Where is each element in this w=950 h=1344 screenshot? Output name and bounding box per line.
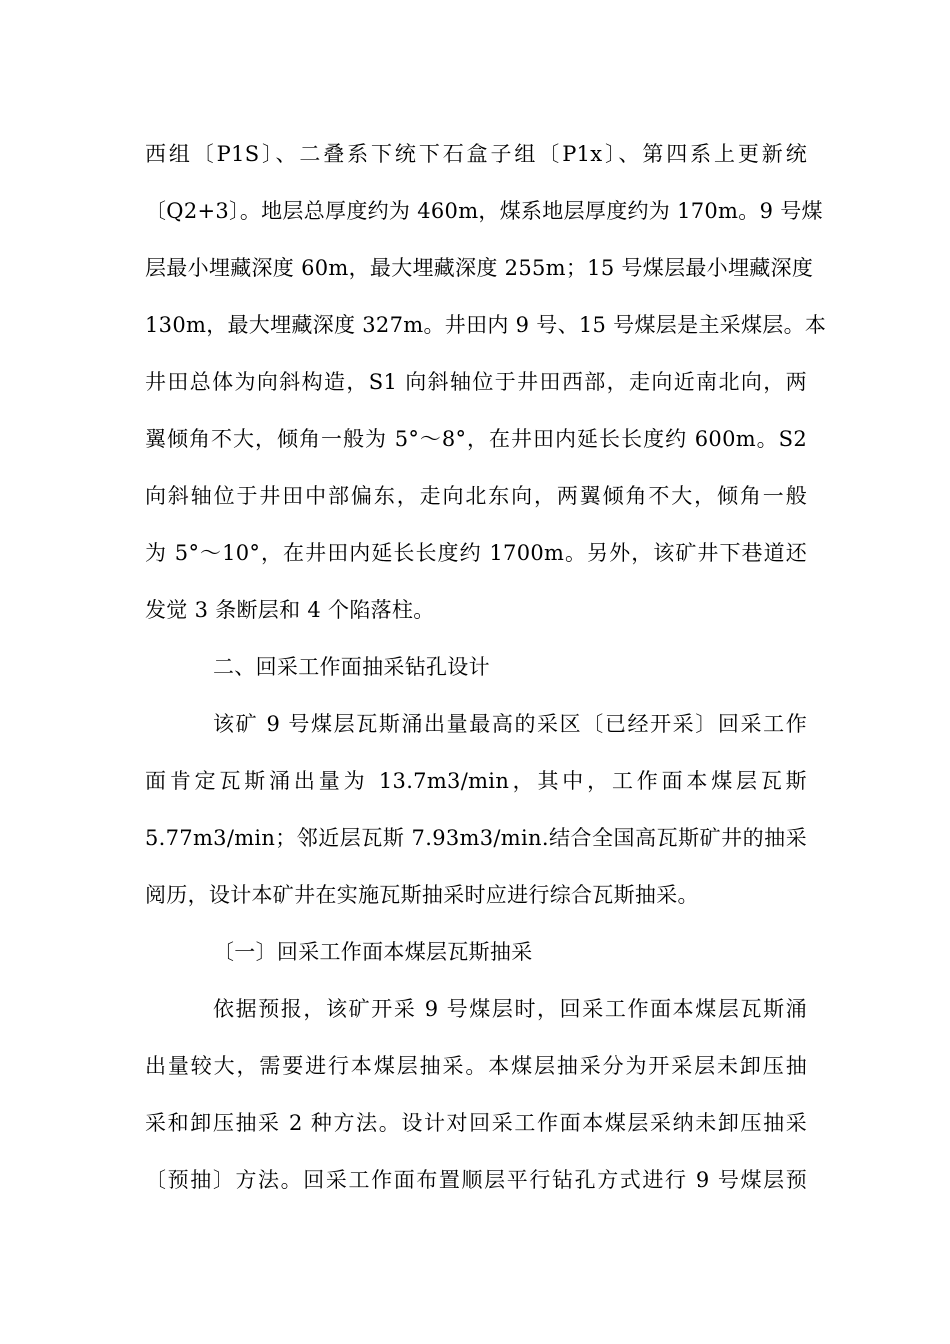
text-line-1: 西组〔P1S〕、二叠系下统下石盒子组〔P1x〕、第四系上更新统 bbox=[145, 142, 807, 166]
text-line-12: 面肯定瓦斯涌出量为 13.7m3/min，其中，工作面本煤层瓦斯 bbox=[145, 769, 807, 793]
text-line-5: 井田总体为向斜构造，S1 向斜轴位于井田西部，走向近南北向，两 bbox=[145, 370, 807, 394]
text-line-8: 为 5°～10°，在井田内延长长度约 1700m。另外，该矿井下巷道还 bbox=[145, 541, 807, 565]
text-line-2: 〔Q2+3〕。地层总厚度约为 460m，煤系地层厚度约为 170m。9 号煤 bbox=[145, 199, 823, 223]
text-line-4: 130m，最大埋藏深度 327m。井田内 9 号、15 号煤层是主采煤层。本 bbox=[145, 313, 827, 337]
text-line-6: 翼倾角不大，倾角一般为 5°～8°，在井田内延长长度约 600m。S2 bbox=[145, 427, 807, 451]
text-line-11: 该矿 9 号煤层瓦斯涌出量最高的采区〔已经开采〕回采工作 bbox=[213, 712, 807, 736]
text-line-19: 〔预抽〕方法。回采工作面布置顺层平行钻孔方式进行 9 号煤层预 bbox=[145, 1168, 807, 1192]
text-line-9: 发觉 3 条断层和 4 个陷落柱。 bbox=[145, 598, 435, 622]
subsection-heading-1: 〔一〕回采工作面本煤层瓦斯抽采 bbox=[213, 940, 533, 964]
text-line-7: 向斜轴位于井田中部偏东，走向北东向，两翼倾角不大，倾角一般 bbox=[145, 484, 807, 508]
text-line-13: 5.77m3/min；邻近层瓦斯 7.93m3/min.结合全国高瓦斯矿井的抽采 bbox=[145, 826, 807, 850]
text-line-18: 采和卸压抽采 2 种方法。设计对回采工作面本煤层采纳未卸压抽采 bbox=[145, 1111, 807, 1135]
text-line-16: 依据预报，该矿开采 9 号煤层时，回采工作面本煤层瓦斯涌 bbox=[213, 997, 807, 1021]
text-line-17: 出量较大，需要进行本煤层抽采。本煤层抽采分为开采层未卸压抽 bbox=[145, 1054, 807, 1078]
text-line-3: 层最小埋藏深度 60m，最大埋藏深度 255m；15 号煤层最小埋藏深度 bbox=[145, 256, 814, 280]
section-heading-2: 二、回采工作面抽采钻孔设计 bbox=[213, 655, 490, 679]
text-line-14: 阅历，设计本矿井在实施瓦斯抽采时应进行综合瓦斯抽采。 bbox=[145, 883, 699, 907]
